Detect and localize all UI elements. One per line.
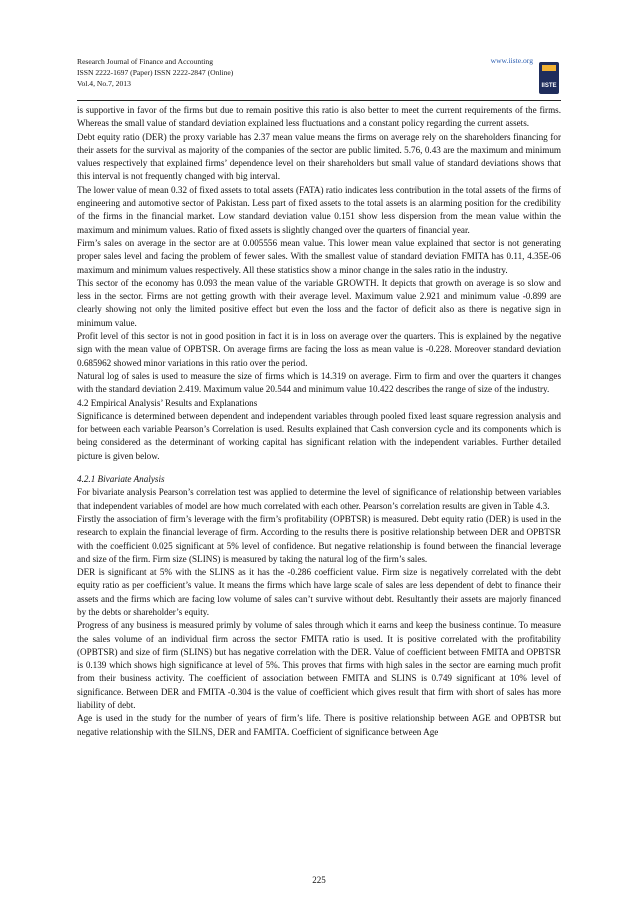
paragraph: Natural log of sales is used to measure the size of firms which is 14.319 on average. Firm to firm and over the quarters it changes with the standard deviation 2.419. Maximum value 20.544 and minimum value 10.422 describes the range of size of the industry. — [77, 370, 561, 395]
paragraph: Debt equity ratio (DER) the proxy variable has 2.37 mean value means the firms on average rely on the shareholders financing for their assets for the survival as majority of the companies of the sector are public limited. 5.76, 0.43 are the maximum and minimum values respectively that explained firms’ dependence level on their shareholders but small value of standard deviations shows that this interval is not frequently changed with big interval. — [77, 131, 561, 182]
issn-line: ISSN 2222-1697 (Paper) ISSN 2222-2847 (Online) — [77, 68, 234, 77]
iiste-logo-icon — [537, 60, 561, 96]
paragraph: Profit level of this sector is not in good position in fact it is in loss on average over the quarters. This is explained by the negative sign with the mean value of OPBTSR. On average firms are facing the loss as mean value is -0.228. Moreover standard deviation 0.685962 showed minor variations in this ratio over the period. — [77, 331, 561, 368]
paragraph: Firm’s sales on average in the sector are at 0.005556 mean value. This lower mean value explained that sector is not generating proper sales level and facing the problem of fewer sales. With the smallest value of standard deviation FMITA has 0.11, 4.35E-06 maximum and minimum values respectively. All these statistics show a minor change in the sales ratio in the industry. — [77, 237, 561, 275]
header-rule — [77, 100, 561, 101]
paragraph: Significance is determined between dependent and independent variables through pooled fixed least square regression analysis and for between each variable Pearson’s Correlation is used. Results explained that Cash conversion cycle and its components which is being considered as the determinant of working capital has significant relation with the independent variables. Further detailed picture is given below. — [77, 410, 561, 461]
svg-text:IISTE: IISTE — [541, 83, 557, 89]
spacer — [77, 463, 561, 473]
journal-url-link[interactable]: www.iiste.org — [490, 56, 533, 65]
paragraph: is supportive in favor of the firms but due to remain positive this ratio is also better to meet the current requirements of the firms. Whereas the small value of standard deviation explained less fluctuations and a constant policy regarding the current assets. — [77, 105, 561, 129]
page-header — [77, 56, 561, 100]
volume-line: Vol.4, No.7, 2013 — [77, 79, 131, 88]
journal-name: Research Journal of Finance and Accounting — [77, 57, 214, 66]
paragraph: Age is used in the study for the number of years of firm’s life. There is positive relationship between AGE and OPBTSR but negative relationship with the SILNS, DER and FAMITA. Coefficient of significance between Age — [77, 713, 561, 737]
paragraph: The lower value of mean 0.32 of fixed assets to total assets (FATA) ratio indicates less contribution in the total assets of the firms of engineering and automotive sector of Pakistan. Less part of fixed assets to the total assets is an alarming position for the credibility of the firms in the financial market. Low standard deviation value 0.151 show less dispersion from the mean value within the maximum and minimum values. Ratio of fixed assets is slightly changed over the quarters of financial year. — [77, 184, 561, 235]
paragraph: DER is significant at 5% with the SLINS as it has the -0.286 coefficient value. Firm size is negatively correlated with the debt equity ratio as per coefficient’s value. It means the firms which have large scale of sales are less dependent of debt to finance their assets and the firms which are facing low volume of sales can’t survive without debt. Resultantly their assets are majorly financed by the debts or shareholder’s equity. — [77, 567, 561, 617]
section-heading: 4.2 Empirical Analysis’ Results and Explanations — [77, 397, 258, 408]
article-body — [77, 104, 561, 739]
paragraph: Firstly the association of firm’s leverage with the firm’s profitability (OPBTSR) is measured. Debt equity ratio (DER) is used in the research to explain the financial leverage of firm. According to the results there is positive relationship between DER and OPBTSR with the coefficient 0.025 significant at 5% level of confidence. But negative relationship is found between the financial leverage and size of the firm. Firm size (SLINS) is measured by taking the natural log of the firm’s sales. — [77, 513, 561, 564]
paragraph: For bivariate analysis Pearson’s correlation test was applied to determine the level of significance of relationship between variables that independent variables of model are how much correlated with each other. Pearson’s correlation results are given in Table 4.3. — [77, 487, 561, 511]
page-number: 225 — [312, 875, 326, 885]
paragraph: This sector of the economy has 0.093 the mean value of the variable GROWTH. It depicts that growth on average is so slow and less in the sector. Firms are not getting growth with their average level. Maximum value 2.921 and minimum value -0.899 are clearly showing not only the limited positive effect but even the loss and the factor of deficit also as there is negative sign in minimum value. — [77, 277, 561, 328]
paragraph: Progress of any business is measured primly by volume of sales through which it earns and keep the business continue. To measure the sales volume of an individual firm across the sector FMITA ratio is used. It is positive correlated with the profitability (OPBTSR) and size of firm (SLINS) but has negative correlation with the DER. Value of coefficient between FMITA and OPBTSR is 0.139 which shows high significance at level of 5%. This proves that firms with high sales in the sector are earning much profit from their business activity. The coefficient of association between FMITA and SLINS is 0.749 significant at 10% level of significance. Between DER and FMITA -0.304 is the value of coefficient which gives result that firm with short of sales has more liability of debt. — [77, 620, 561, 711]
subsection-heading: 4.2.1 Bivariate Analysis — [77, 474, 165, 485]
